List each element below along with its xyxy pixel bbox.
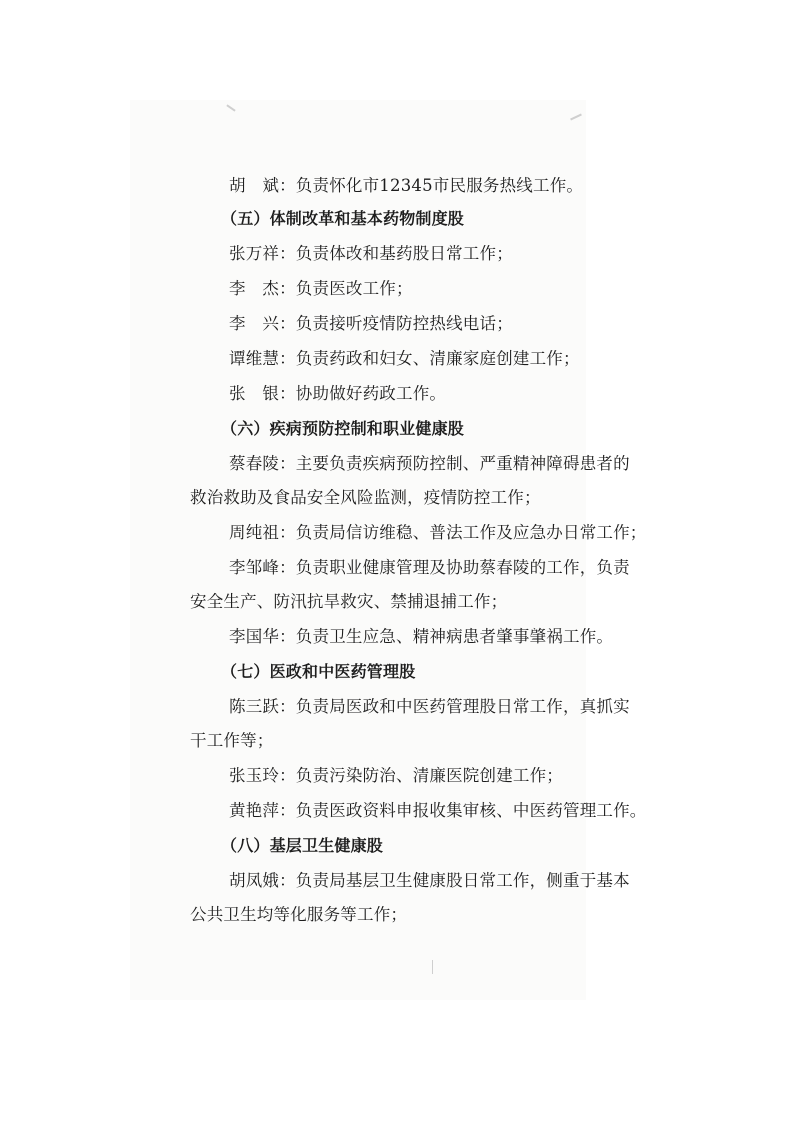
staff-entry: 张玉玲：负责污染防治、清廉医院创建工作； xyxy=(229,766,563,785)
staff-entry: 胡 斌：负责怀化市12345市民服务热线工作。 xyxy=(229,176,584,195)
scan-speck xyxy=(432,960,433,974)
staff-entry-continued: 救治救助及食品安全风险监测，疫情防控工作； xyxy=(190,488,541,507)
staff-entry: 谭维慧：负责药政和妇女、清廉家庭创建工作； xyxy=(229,349,580,368)
document-body xyxy=(190,176,647,925)
staff-entry: 张 银：协助做好药政工作。 xyxy=(229,384,447,403)
staff-entry: 李邹峰：负责职业健康管理及协助蔡春陵的工作，负责 xyxy=(229,558,630,577)
section-heading: （六）疾病预防控制和职业健康股 xyxy=(221,419,465,438)
staff-entry: 周纯祖：负责局信访维稳、普法工作及应急办日常工作； xyxy=(229,523,647,542)
staff-entry: 李 兴：负责接听疫情防控热线电话； xyxy=(229,314,513,333)
section-heading: （七）医政和中医药管理股 xyxy=(221,662,416,681)
staff-entry: 张万祥：负责体改和基药股日常工作； xyxy=(229,244,513,263)
staff-entry: 李 杰：负责医改工作； xyxy=(229,279,413,298)
section-heading: （五）体制改革和基本药物制度股 xyxy=(221,209,465,228)
staff-entry: 胡凤娥：负责局基层卫生健康股日常工作，侧重于基本 xyxy=(229,871,630,890)
staff-entry: 黄艳萍：负责医政资料申报收集审核、中医药管理工作。 xyxy=(229,801,647,820)
staff-entry: 李国华：负责卫生应急、精神病患者肇事肇祸工作。 xyxy=(229,627,614,646)
staff-entry: 蔡春陵：主要负责疾病预防控制、严重精神障碍患者的 xyxy=(229,454,630,473)
staff-entry-continued: 干工作等； xyxy=(190,731,274,750)
staff-entry: 陈三跃：负责局医政和中医药管理股日常工作，真抓实 xyxy=(229,697,630,716)
staff-entry-continued: 公共卫生均等化服务等工作； xyxy=(190,905,408,924)
staff-entry-continued: 安全生产、防汛抗旱救灾、禁捕退捕工作； xyxy=(190,592,508,611)
section-heading: （八）基层卫生健康股 xyxy=(221,836,384,855)
